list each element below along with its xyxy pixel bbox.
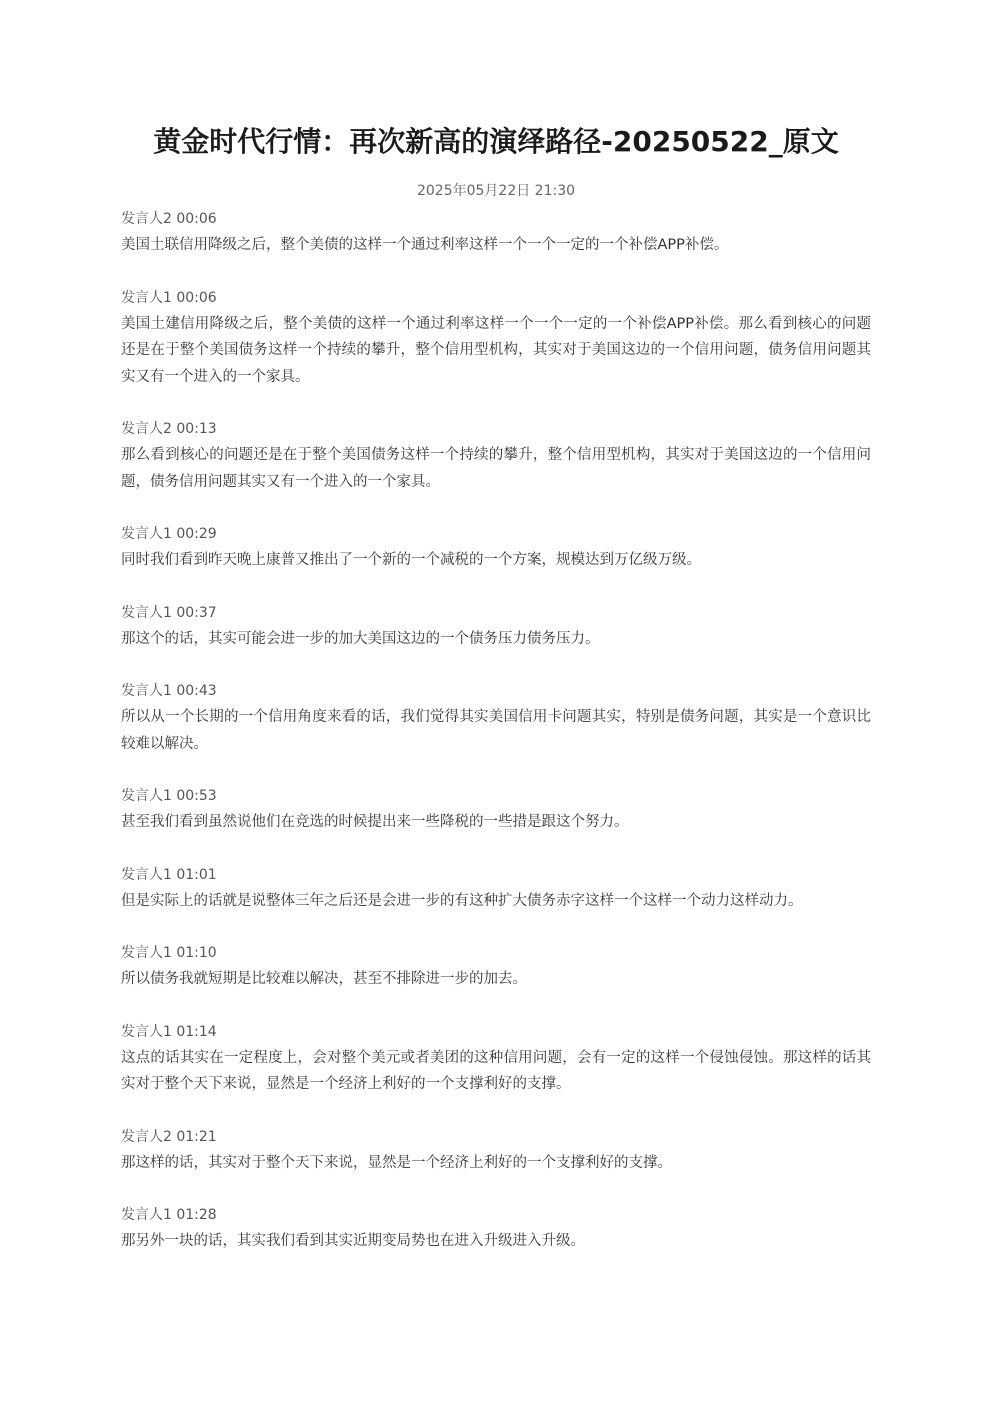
speaker-timestamp: 发言人2 00:13 [121, 421, 217, 437]
transcript [121, 206, 871, 1255]
speaker-timestamp: 发言人1 00:29 [121, 526, 217, 542]
speaker-timestamp: 发言人1 00:53 [121, 788, 217, 804]
speaker-timestamp: 发言人1 00:37 [121, 604, 217, 621]
transcript-entry [121, 521, 871, 574]
transcript-entry [121, 416, 871, 495]
speaker-timestamp: 发言人2 00:06 [121, 211, 217, 227]
speech-text: 甚至我们看到虽然说他们在竞选的时候提出来一些降税的一些措是跟这个努力。 [121, 814, 629, 830]
speech-text: 所以债务我就短期是比较难以解决，甚至不排除进一步的加去。 [121, 971, 527, 987]
speech-text: 美国土联信用降级之后，整个美债的这样一个通过利率这样一个一个一定的一个补偿APP补偿。 [121, 237, 729, 253]
speech-text: 同时我们看到昨天晚上康普又推出了一个新的一个减税的一个方案，规模达到万亿级万级。 [121, 552, 701, 568]
speech-text: 那这样的话，其实对于整个天下来说，显然是一个经济上利好的一个支撑利好的支撑。 [121, 1154, 672, 1171]
speaker-timestamp: 发言人1 01:14 [121, 1023, 217, 1040]
speaker-timestamp: 发言人1 01:28 [121, 1207, 217, 1223]
transcript-entry [121, 206, 871, 259]
speaker-timestamp: 发言人1 01:10 [121, 945, 217, 961]
transcript-entry [121, 1124, 871, 1177]
speaker-timestamp: 发言人1 01:01 [121, 866, 217, 883]
speech-text: 那另外一块的话，其实我们看到其实近期变局势也在进入升级进入升级。 [121, 1233, 585, 1249]
speech-text: 美国土建信用降级之后，整个美债的这样一个通过利率这样一个一个一定的一个补偿APP补偿。那么看到核心的问题还是在于整个美国债务这样一个持续的攀升，整个信用型机构，其实对于美国这边的一个信用问题，债务信用问题其实又有一个进入的一个家具。 [121, 315, 871, 385]
transcript-entry [121, 862, 871, 915]
speech-text: 但是实际上的话就是说整体三年之后还是会进一步的有这种扩大债务赤字这样一个这样一个动力这样动力。 [121, 892, 803, 909]
transcript-entry [121, 783, 871, 836]
speaker-timestamp: 发言人2 01:21 [121, 1128, 217, 1145]
document-date: 2025年05月22日 21:30 [416, 183, 576, 199]
transcript-entry [121, 1019, 871, 1098]
speech-text: 所以从一个长期的一个信用角度来看的话，我们觉得其实美国信用卡问题其实，特别是债务问题，其实是一个意识比较难以解决。 [121, 709, 871, 752]
speech-text: 这点的话其实在一定程度上，会对整个美元或者美团的这种信用问题，会有一定的这样一个侵蚀侵蚀。那这样的话其实对于整个天下来说，显然是一个经济上利好的一个支撑利好的支撑。 [121, 1049, 871, 1092]
transcript-entry [121, 600, 871, 653]
transcript-entry [121, 940, 871, 993]
speech-text: 那么看到核心的问题还是在于整个美国债务这样一个持续的攀升，整个信用型机构，其实对于美国这边的一个信用问题，债务信用问题其实又有一个进入的一个家具。 [121, 447, 871, 490]
transcript-entry [121, 285, 871, 391]
speaker-timestamp: 发言人1 00:43 [121, 683, 217, 699]
speaker-timestamp: 发言人1 00:06 [121, 289, 217, 306]
transcript-entry [121, 1202, 871, 1255]
speech-text: 那这个的话，其实可能会进一步的加大美国这边的一个债务压力债务压力。 [121, 630, 600, 647]
transcript-entry [121, 678, 871, 757]
document-title: 黄金时代行情：再次新高的演绎路径-20250522_原文 [153, 125, 839, 158]
